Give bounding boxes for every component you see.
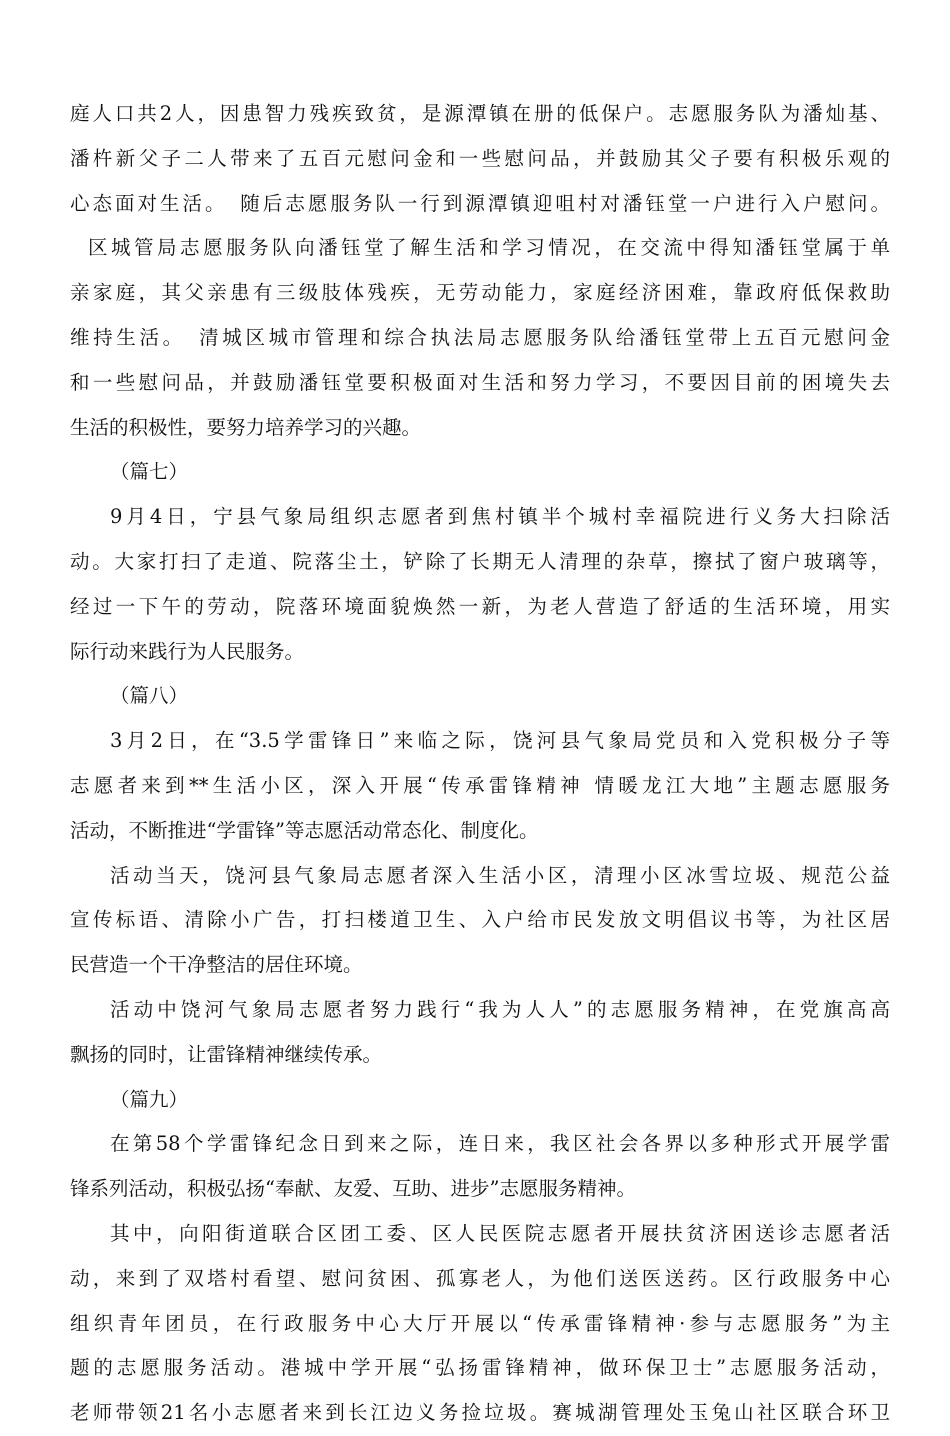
body-line: 3月2日，在“3.5学雷锋日”来临之际，饶河县气象局党员和入党积极分子等	[110, 729, 890, 753]
body-line: 活动中饶河气象局志愿者努力践行“我为人人”的志愿服务精神，在党旗高高	[110, 997, 890, 1021]
body-line: 维持生活。 清城区城市管理和综合执法局志愿服务队给潘钰堂带上五百元慰问金	[70, 325, 890, 349]
body-line: 在第58个学雷锋纪念日到来之际，连日来，我区社会各界以多种形式开展学雷	[110, 1132, 890, 1156]
document-body	[70, 92, 890, 1436]
body-line: 宣传标语、清除小广告，打扫楼道卫生、入户给市民发放文明倡议书等，为社区居	[70, 908, 890, 932]
body-line: 锋系列活动，积极弘扬“奉献、友爱、互助、进步”志愿服务精神。	[70, 1177, 636, 1201]
section-heading-8: （篇八）	[110, 684, 189, 708]
body-line: 潘杵新父子二人带来了五百元慰问金和一些慰问品，并鼓励其父子要有积极乐观的	[70, 146, 890, 170]
body-line: 志愿者来到**生活小区，深入开展“传承雷锋精神 情暖龙江大地”主题志愿服务	[70, 773, 890, 797]
body-line: 9月4日，宁县气象局组织志愿者到焦村镇半个城村幸福院进行义务大扫除活	[110, 505, 890, 529]
body-line: 题的志愿服务活动。港城中学开展“弘扬雷锋精神，做环保卫士”志愿服务活动，	[70, 1356, 890, 1380]
body-line: 区城管局志愿服务队向潘钰堂了解生活和学习情况，在交流中得知潘钰堂属于单	[88, 236, 890, 260]
body-line: 老师带领21名小志愿者来到长江边义务捡垃圾。赛城湖管理处玉兔山社区联合环卫	[70, 1401, 890, 1425]
body-line: 活动，不断推进“学雷锋”等志愿活动常态化、制度化。	[70, 818, 539, 842]
body-line: 生活的积极性，要努力培养学习的兴趣。	[70, 415, 422, 439]
body-line: 心态面对生活。 随后志愿服务队一行到源潭镇迎咀村对潘钰堂一户进行入户慰问。	[70, 191, 890, 215]
body-line: 民营造一个干净整洁的居住环境。	[70, 953, 363, 977]
body-line: 飘扬的同时，让雷锋精神继续传承。	[70, 1042, 383, 1066]
section-heading-9: （篇九）	[110, 1087, 189, 1111]
body-line: 动，来到了双塔村看望、慰问贫困、孤寡老人，为他们送医送药。区行政服务中心	[70, 1266, 890, 1290]
body-line: 活动当天，饶河县气象局志愿者深入生活小区，清理小区冰雪垃圾、规范公益	[110, 863, 890, 887]
body-line: 和一些慰问品，并鼓励潘钰堂要积极面对生活和努力学习，不要因目前的困境失去	[70, 370, 890, 394]
body-line: 际行动来践行为人民服务。	[70, 639, 305, 663]
section-heading-7: （篇七）	[110, 460, 189, 484]
body-line: 经过一下午的劳动，院落环境面貌焕然一新，为老人营造了舒适的生活环境，用实	[70, 594, 890, 618]
body-line: 亲家庭，其父亲患有三级肢体残疾，无劳动能力，家庭经济困难，靠政府低保救助	[70, 281, 890, 305]
body-line: 庭人口共2人，因患智力残疾致贫，是源潭镇在册的低保户。志愿服务队为潘灿基、	[70, 102, 890, 125]
body-line: 动。大家打扫了走道、院落尘土，铲除了长期无人清理的杂草，擦拭了窗户玻璃等，	[70, 549, 890, 573]
body-line: 组织青年团员，在行政服务中心大厅开展以“传承雷锋精神·参与志愿服务”为主	[70, 1311, 890, 1335]
body-line: 其中，向阳街道联合区团工委、区人民医院志愿者开展扶贫济困送诊志愿者活	[110, 1221, 890, 1245]
